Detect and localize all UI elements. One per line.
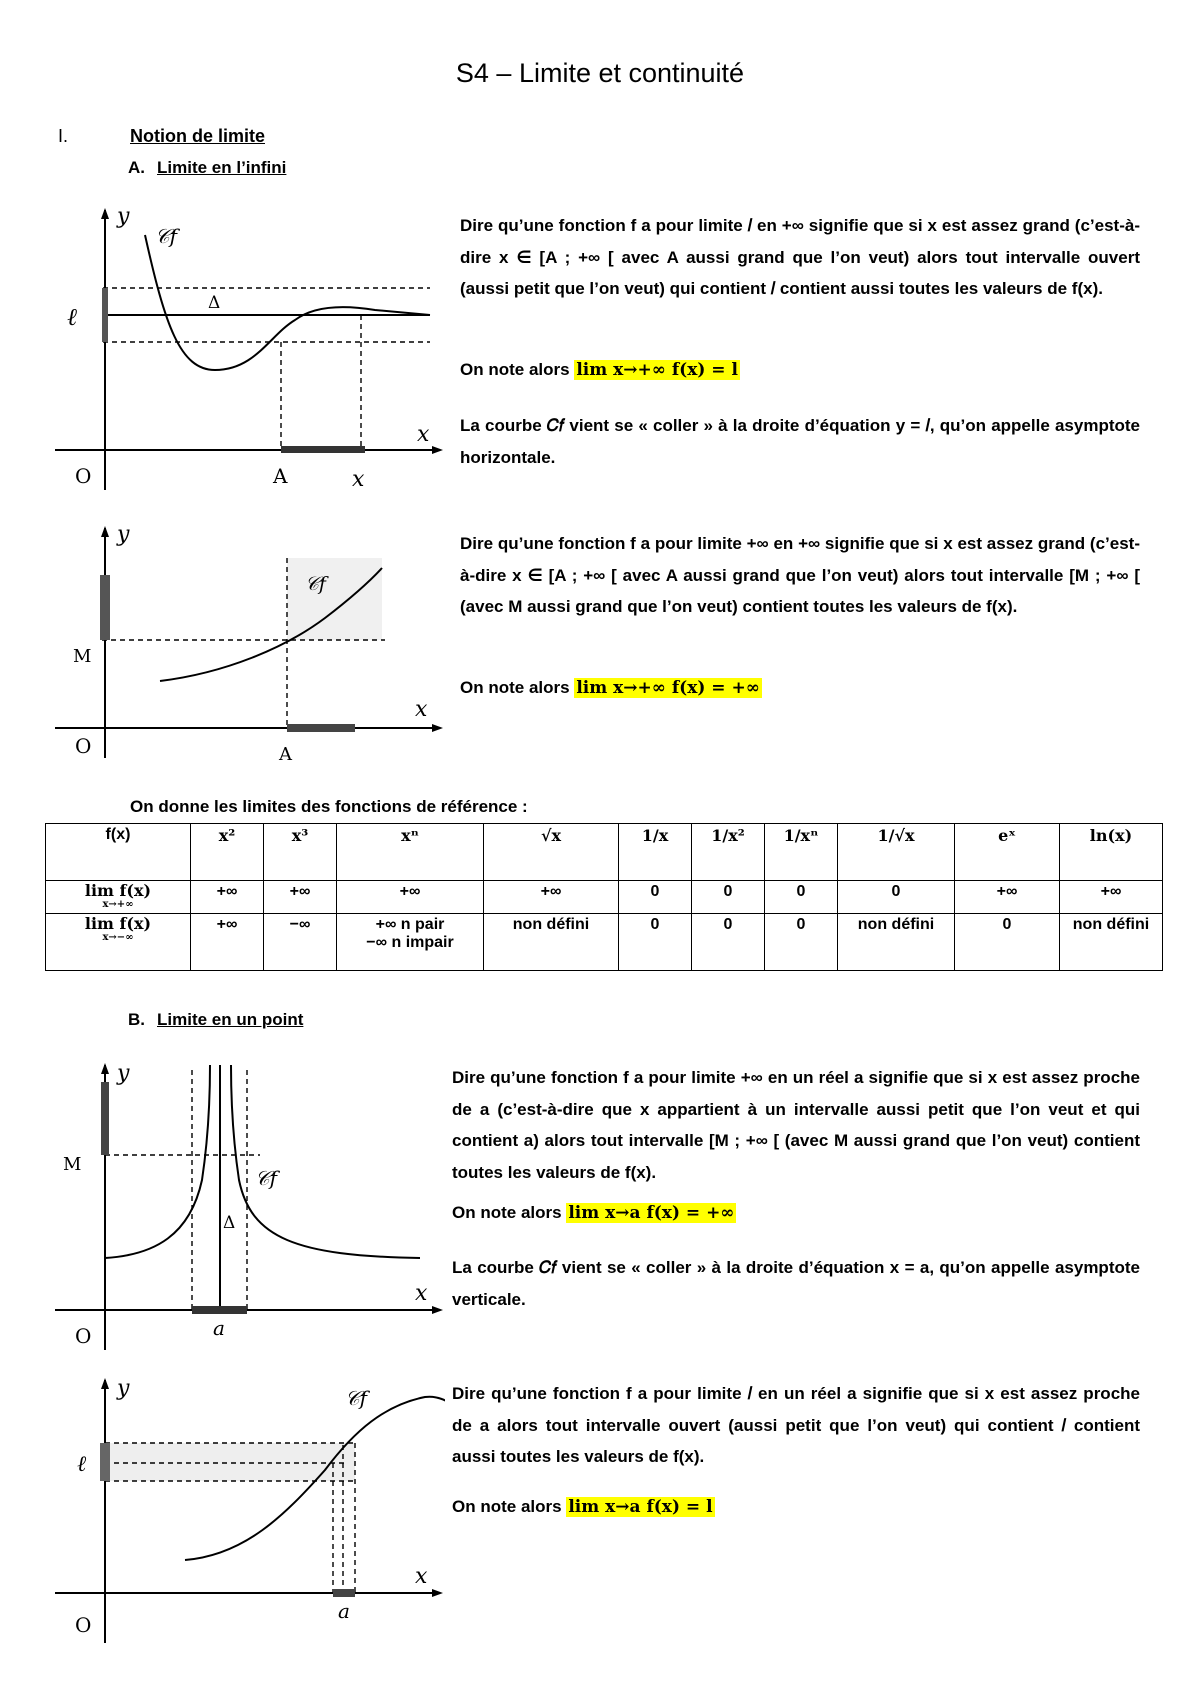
formula-infinite-limit-at-infinity: lim x→+∞ f(x) = +∞ [576,678,760,698]
fig-a2-cf-label: 𝒞f [305,573,326,595]
header-sqrt-x: √x [484,824,619,881]
fig-b1-delta-label: Δ [223,1213,236,1233]
cell: +∞ [1060,881,1163,914]
cell: 0 [619,881,692,914]
fig-a1-delta-label: Δ [208,293,221,313]
cell: +∞ [191,914,264,971]
section-number: I. [58,126,69,146]
row1-sub: x→+∞ [102,898,134,910]
fig-a1-x-axis-label: x [417,422,430,447]
notation-prefix: On note alors [460,678,570,697]
row2-label: lim f(x) [84,914,152,933]
section-title: Notion de limite [130,126,265,146]
cell: 0 [955,914,1060,971]
cell: +∞ [484,881,619,914]
header-x3: x³ [264,824,337,881]
header-xn: xⁿ [337,824,484,881]
notation-prefix: On note alors [452,1497,562,1516]
header-inv-xn: 1/xⁿ [765,824,838,881]
cell-xn-even: +∞ n pair [375,916,445,933]
cell: non défini [1060,914,1163,971]
subsection-b-heading [128,1010,303,1030]
fig-a1-l-label: ℓ [67,303,77,331]
header-exp-x: eˣ [955,824,1060,881]
cell: +∞ [955,881,1060,914]
header-fx: f(x) [46,824,191,881]
header-ln-x: ln(x) [1060,824,1163,881]
fig-b1-cf-label: 𝒞f [255,1166,277,1190]
fig-a1-origin-label: O [75,464,92,488]
fig-a1-y-label: y [117,205,130,229]
table-intro: On donne les limites des fonctions de référence : [130,797,528,816]
cell: +∞ [337,881,484,914]
fig-a1-cf-label: 𝒞f [155,224,177,248]
cell: +∞ [264,881,337,914]
notation-limit-l-at-infinity [460,360,740,380]
horizontal-asymptote-text: La courbe 𝐶𝑓 vient se « coller » à la droite d’équation y = 𝑙, qu’on appelle [460,416,1050,435]
subsection-a-number: A. [128,158,145,177]
formula-finite-limit-at-point: lim x→a f(x) = l [568,1497,713,1517]
subsection-a-title: Limite en l’infini [157,158,287,177]
row-lim-plus-inf-label [46,881,191,914]
cell: 0 [692,881,765,914]
cell: non défini [484,914,619,971]
fig-a1-a-label: A [273,464,288,488]
header-x2: x² [191,824,264,881]
fig-b1-x-label: x [415,1281,428,1306]
notation-infinite-limit-at-point [452,1203,736,1223]
paragraph-vertical-asymptote [452,1252,1140,1315]
fig-a2-m-label: M [73,646,92,667]
fig-b2-y-label: y [117,1376,130,1401]
paragraph-infinite-limit-at-point: Dire qu’une fonction f a pour limite +∞ en un réel a signifie que si x est assez proche de a (c’est-à-dire que x appartient à un intervalle aussi petit que l’on veut et qui contient a) alors tout intervalle [M ; +∞ [ (avec M aussi grand que l’on veut) contient toutes les valeurs de f(x). [452,1068,1140,1182]
cell: non défini [838,914,955,971]
cell: 0 [619,914,692,971]
notation-infinite-limit-at-infinity [460,678,762,698]
subsection-b-number: B. [128,1010,145,1029]
formula-infinite-limit-at-point: lim x→a f(x) = +∞ [568,1203,735,1223]
subsection-a-heading [128,158,286,178]
cell: 0 [765,914,838,971]
figure-horizontal-asymptote [55,205,445,495]
fig-b1-a-label: a [213,1316,225,1340]
paragraph-finite-limit-at-point: Dire qu’une fonction f a pour limite 𝑙 en un réel a signifie que si x est assez proche de a alors tout intervalle ouvert (aussi petit que l’on veut) qui contient 𝑙 contient aussi toutes les valeurs de f(x). [452,1384,1140,1466]
fig-b2-origin-label: O [75,1613,92,1637]
notation-prefix: On note alors [452,1203,562,1222]
fig-a2-origin-label: O [75,734,92,758]
cell: +∞ [191,881,264,914]
cell-xn-odd: −∞ n impair [366,934,454,951]
reference-limits-table [45,823,1163,971]
header-inv-sqrt-x: 1/√x [838,824,955,881]
cell: 0 [838,881,955,914]
header-inv-x2: 1/x² [692,824,765,881]
page-title: S4 – Limite et continuité [455,58,745,88]
cell: −∞ [264,914,337,971]
fig-a2-y-label: y [117,523,130,547]
paragraph-infinite-limit-at-infinity: Dire qu’une fonction f a pour limite +∞ en +∞ signifie que si x est assez grand (c’est-à-dire x ∈ [A ; +∞ [ avec A aussi grand que l’on veut) alors tout intervalle [M ; +∞ [ (avec M aussi grand que l’on veut) contient toutes les valeurs de f(x). [460,534,1140,616]
horizontal-asymptote-term: asymptote horizontale. [460,416,1140,467]
figure-finite-limit-at-point [55,1375,445,1645]
fig-b1-y-label: y [117,1061,130,1086]
paragraph-limit-l-at-infinity: Dire qu’une fonction f a pour limite 𝑙 en +∞ signifie que si x est assez grand (c’est-à-dire x ∈ [A ; +∞ [ avec A aussi grand que l’on veut) alors tout intervalle ouvert (aussi petit que l’on veut) qui contient 𝑙 contient aussi toutes les valeurs de f(x). [460,216,1140,298]
fig-b2-x-label: x [415,1564,428,1589]
row1-label: lim f(x) [84,881,152,900]
subsection-b-title: Limite en un point [157,1010,304,1029]
fig-a2-a-label: A [279,744,292,763]
fig-b1-m-label: M [63,1154,82,1175]
fig-b2-a-label: a [338,1599,350,1623]
fig-b1-origin-label: O [75,1324,92,1348]
vertical-asymptote-term: asymptote verticale. [452,1258,1140,1309]
notation-prefix: On note alors [460,360,570,379]
row-lim-minus-inf-label [46,914,191,971]
cell: 0 [765,881,838,914]
fig-b2-l-label: ℓ [77,1452,87,1477]
notation-finite-limit-at-point [452,1497,715,1517]
figure-vertical-asymptote [55,1060,445,1350]
fig-b2-cf-label: 𝒞f [345,1386,367,1410]
row2-sub: x→−∞ [102,931,134,943]
vertical-asymptote-text: La courbe 𝐶𝑓 vient se « coller » à la droite d’équation x = a, qu’on appelle [452,1258,1050,1277]
fig-a2-x-label: x [415,697,428,722]
cell: 0 [692,914,765,971]
paragraph-horizontal-asymptote [460,410,1140,473]
fig-a1-x-point-label: x [352,467,365,492]
figure-infinite-limit-at-infinity [55,523,445,763]
formula-limit-l-at-infinity: lim x→+∞ f(x) = l [576,360,738,380]
header-inv-x: 1/x [619,824,692,881]
cell-xn-minus-inf [337,914,484,971]
